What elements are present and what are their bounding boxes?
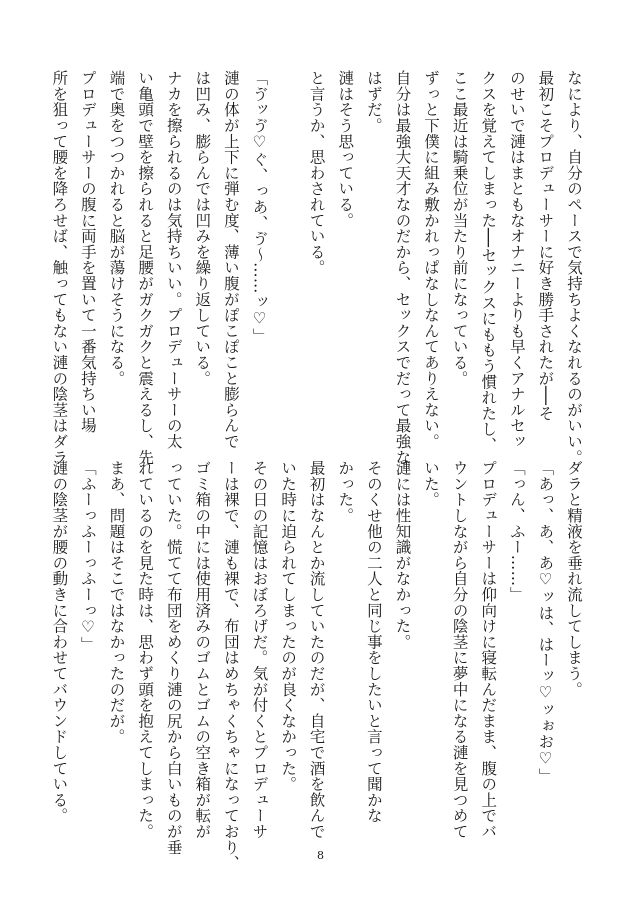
upper-text-line: 漣はそう思っている。 xyxy=(336,70,355,228)
lower-text-line: いた。 xyxy=(422,460,441,508)
lower-text-line: 漣には性知識がなかった。 xyxy=(393,460,412,650)
lower-text-line: 「あっ、あ、あ♡ッは、はーッ♡ッぉお♡」 xyxy=(536,460,555,784)
upper-text-line: 最初こそプロデューサーに好き勝手されたが──そ xyxy=(536,70,555,422)
lower-text-line: そのくせ他の二人と同じ事をしたいと言って聞かな xyxy=(364,460,383,824)
lower-text-line: ーは裸で、漣も裸で、布団はめちゃくちゃになっており、 xyxy=(221,460,240,871)
lower-text-line: その日の記憶はおぼろげだ。気が付くとプロデューサ xyxy=(250,460,269,840)
lower-text-line: いた時に迫られてしまったのが良くなかった。 xyxy=(279,460,298,792)
lower-text-line: 最初はなんとか流していたのだが、自宅で酒を飲んで xyxy=(307,460,326,840)
upper-text-line xyxy=(273,70,302,450)
lower-text-line: れているのを見た時は、思わず頭を抱えてしまった。 xyxy=(136,460,155,840)
upper-text-line: ナカを擦られるのは気持ちいい。プロデューサーの太 xyxy=(164,70,183,450)
upper-text-block xyxy=(50,70,588,465)
lower-text-line: っていた。慌てて布団をめくり漣の尻から白いものが垂 xyxy=(164,460,183,855)
upper-text-line: い亀頭で壁を擦られると足腰がガクガクと震えるし、先 xyxy=(136,70,155,465)
upper-text-line: プロデューサーの腹に両手を置いて一番気持ちい場 xyxy=(78,70,97,434)
lower-text-line: ゴミ箱の中には使用済みのゴムとゴムの空き箱が転が xyxy=(193,460,212,840)
lower-text-line: 漣の陰茎が腰の動きに合わせてバウンドしている。 xyxy=(50,460,69,824)
lower-text-line: ダラと精液を垂れ流してしまう。 xyxy=(565,460,583,697)
lower-text-line: 「っん、ふー……」 xyxy=(507,460,526,603)
page-number: 8 xyxy=(317,849,324,862)
lower-text-line: ウントしながら自分の陰茎に夢中になる漣を見つめて xyxy=(450,460,469,840)
upper-text-line: ずっと下僕に組み敷かれっぱなしなんてありえない。 xyxy=(422,70,441,450)
upper-text-line: 自分は最強大天才なのだから、セックスでだって最強な xyxy=(393,70,412,465)
upper-text-line: は凹み、膨らんでは凹みを繰り返している。 xyxy=(193,70,212,386)
upper-text-line: はずだ。 xyxy=(364,70,383,134)
upper-text-line: なにより、自分のペースで気持ちよくなれるのがいい。 xyxy=(565,70,583,465)
lower-text-line: プロデューサーは仰向けに寝転んだまま、腹の上でバ xyxy=(479,460,498,840)
lower-text-line: まあ、問題はそこではなかったのだが。 xyxy=(107,460,126,745)
upper-text-line: 「ゔッゔ♡ぐ、っあ、ゔ〜……ッ♡」 xyxy=(250,70,269,344)
upper-text-line: 所を狙って腰を降ろせば、触ってもない漣の陰茎はダラ xyxy=(50,70,69,465)
upper-text-line: ここ最近は騎乗位が当たり前になっている。 xyxy=(450,70,469,386)
lower-text-block xyxy=(50,460,588,871)
lower-text-line: 「ふーっふーっふーっ♡」 xyxy=(78,460,97,653)
upper-text-line: と言うか、思わされている。 xyxy=(307,70,326,276)
upper-text-line: クスを覚えてしまった──セックスにももう慣れたし、 xyxy=(479,70,498,453)
upper-text-line: 漣の体が上下に弾む度、薄い腹がぽこぽこと膨らんで xyxy=(221,70,240,450)
upper-text-line: のせいで漣はまともなオナニーよりも早くアナルセッ xyxy=(507,70,526,450)
upper-text-line: 端で奥をつつかれると脳が蕩けそうになる。 xyxy=(107,70,126,386)
lower-text-line: かった。 xyxy=(336,460,355,524)
